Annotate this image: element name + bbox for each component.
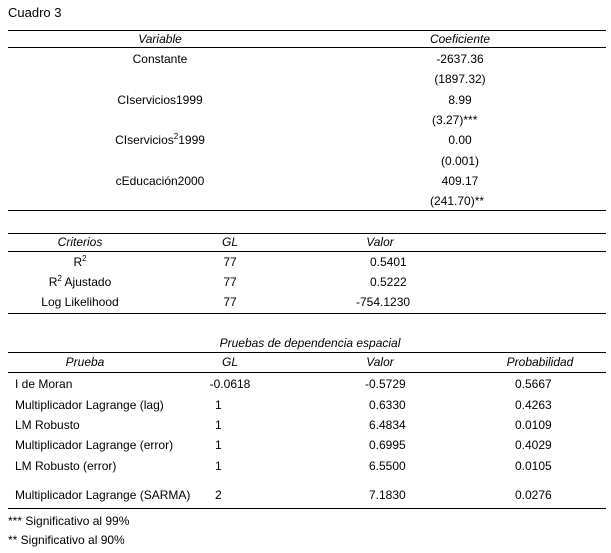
criteria-gl-header: GL bbox=[221, 235, 238, 249]
criteria-label-cell: Log Likelihood bbox=[41, 295, 119, 309]
criteria-header-rule bbox=[8, 251, 606, 252]
se-cell: (1897.32) bbox=[434, 72, 486, 86]
regression-bottom-rule bbox=[8, 210, 606, 211]
spatial-valor-header: Valor bbox=[366, 355, 394, 369]
spatial-valor-cell: 6.5500 bbox=[369, 459, 406, 473]
spatial-title: Pruebas de dependencia espacial bbox=[219, 336, 401, 350]
criteria-header: Criterios bbox=[57, 235, 103, 249]
variable-cell: CIservicios1999 bbox=[117, 93, 203, 107]
regression-top-rule bbox=[8, 30, 606, 31]
variable-header: Variable bbox=[138, 32, 182, 46]
criteria-top-rule bbox=[8, 233, 606, 234]
spatial-gl-cell: 1 bbox=[215, 459, 222, 473]
prueba-cell: LM Robusto bbox=[15, 418, 80, 432]
spatial-valor-cell: 7.1830 bbox=[369, 488, 406, 502]
se-cell: (0.001) bbox=[440, 154, 480, 168]
probabilidad-header: Probabilidad bbox=[506, 355, 574, 369]
table-caption: Cuadro 3 bbox=[8, 5, 62, 20]
se-cell: (3.27)*** bbox=[432, 113, 478, 127]
criteria-valor-cell: 0.5401 bbox=[370, 255, 407, 269]
prueba-header: Prueba bbox=[65, 355, 105, 369]
spatial-gl-cell: 2 bbox=[215, 488, 222, 502]
footnote: ** Significativo al 90% bbox=[8, 533, 125, 547]
probabilidad-cell: 0.0109 bbox=[515, 418, 552, 432]
probabilidad-cell: 0.5667 bbox=[515, 377, 552, 391]
coef-cell: 409.17 bbox=[441, 174, 479, 188]
prueba-cell: Multiplicador Lagrange (lag) bbox=[15, 398, 164, 412]
spatial-gl-cell: 1 bbox=[215, 418, 222, 432]
spatial-gl-cell: 1 bbox=[215, 438, 222, 452]
variable-cell: cEducación2000 bbox=[115, 174, 205, 188]
variable-cell: CIservicios$^2$1999 bbox=[115, 132, 205, 147]
prueba-cell: Multiplicador Lagrange (error) bbox=[15, 438, 174, 452]
criteria-valor-cell: -754.1230 bbox=[356, 295, 411, 309]
footnote: *** Significativo al 99% bbox=[8, 514, 130, 528]
spatial-header-rule bbox=[8, 372, 606, 373]
coef-header: Coeficiente bbox=[429, 32, 491, 46]
spatial-valor-cell: 0.6995 bbox=[369, 438, 406, 452]
coef-cell: 0.00 bbox=[448, 133, 472, 147]
probabilidad-cell: 0.4263 bbox=[515, 398, 552, 412]
regression-header-rule bbox=[8, 47, 606, 48]
coef-cell: -2637.36 bbox=[436, 52, 484, 66]
spatial-valor-cell: 6.4834 bbox=[369, 418, 406, 432]
prueba-cell: I de Moran bbox=[15, 377, 73, 391]
criteria-gl-cell: 77 bbox=[223, 275, 237, 289]
spatial-valor-cell: -0.5729 bbox=[365, 377, 406, 391]
coef-cell: 8.99 bbox=[448, 93, 472, 107]
prueba-cell: LM Robusto (error) bbox=[15, 459, 117, 473]
criteria-valor-cell: 0.5222 bbox=[370, 275, 407, 289]
criteria-gl-cell: 77 bbox=[223, 295, 237, 309]
criteria-gl-cell: 77 bbox=[223, 255, 237, 269]
criteria-label-cell: $R^2$ Ajustado bbox=[48, 274, 112, 289]
spatial-gl-header: GL bbox=[221, 355, 238, 369]
criteria-bottom-rule bbox=[8, 313, 606, 314]
spatial-gl-cell: 1 bbox=[215, 398, 222, 412]
spatial-bottom-rule bbox=[8, 508, 606, 509]
se-cell: (241.70)** bbox=[430, 194, 485, 208]
variable-cell: Constante bbox=[132, 52, 188, 66]
spatial-gl-cell: -0.0618 bbox=[209, 377, 251, 391]
spatial-valor-cell: 0.6330 bbox=[369, 398, 406, 412]
prueba-cell: Multiplicador Lagrange (SARMA) bbox=[15, 488, 191, 502]
probabilidad-cell: 0.4029 bbox=[515, 438, 552, 452]
probabilidad-cell: 0.0105 bbox=[515, 459, 552, 473]
criteria-valor-header: Valor bbox=[366, 235, 394, 249]
spatial-top-rule bbox=[8, 352, 606, 353]
probabilidad-cell: 0.0276 bbox=[515, 488, 552, 502]
criteria-label-cell: $R^2$ bbox=[73, 254, 87, 269]
